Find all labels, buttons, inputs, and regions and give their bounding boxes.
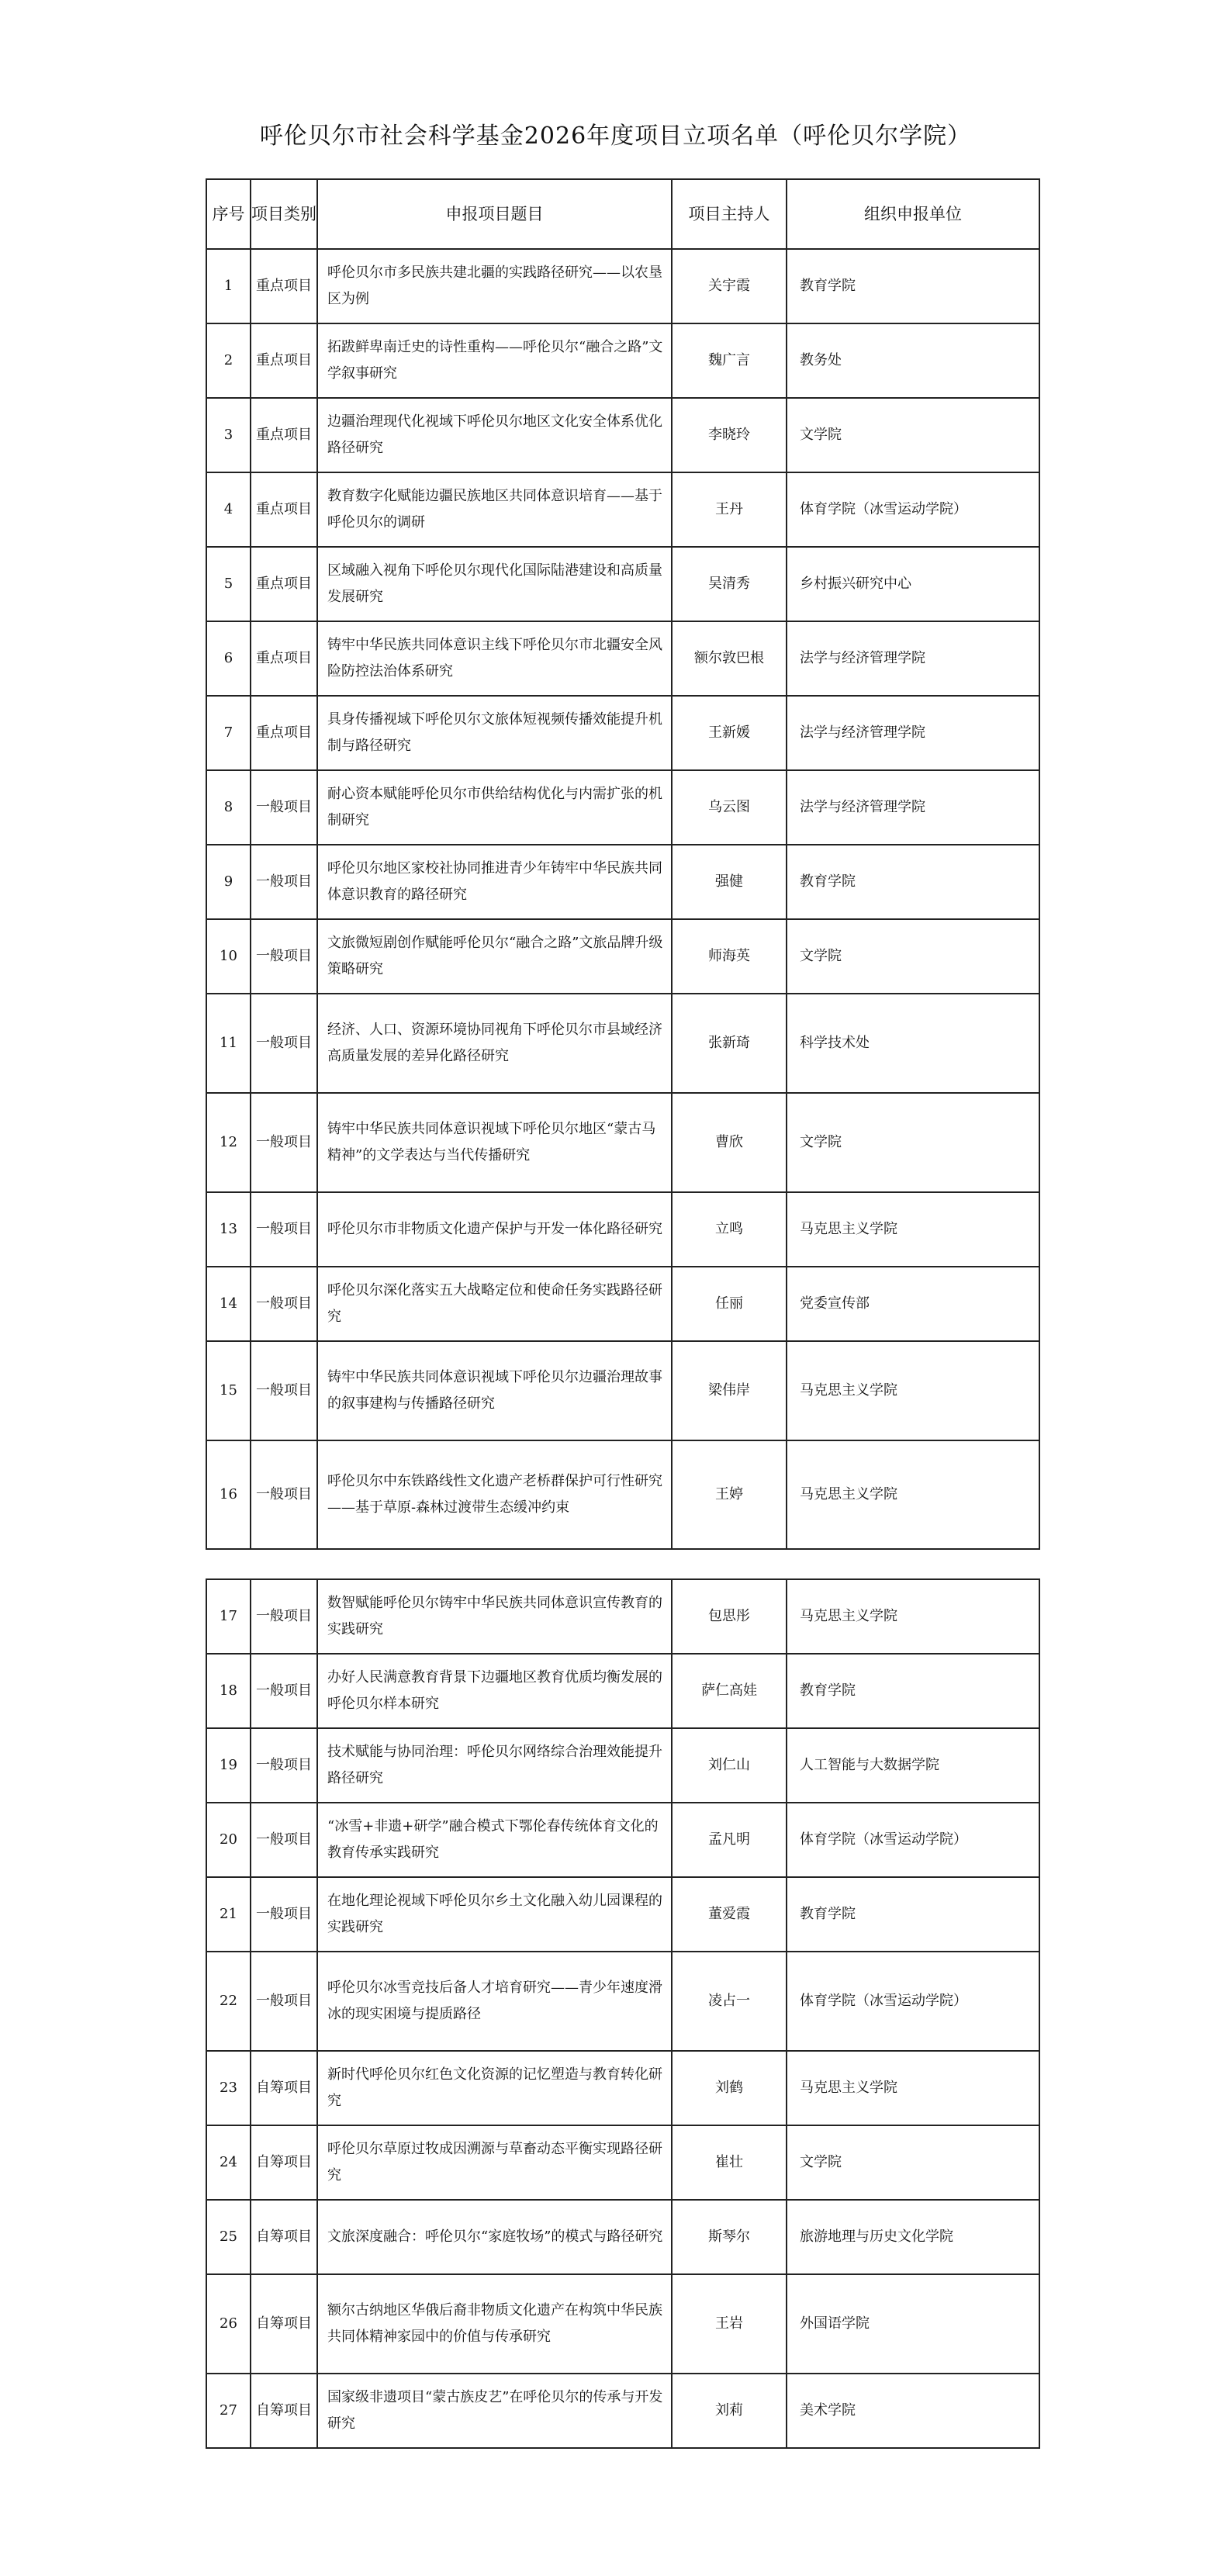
row-org: 马克思主义学院 (787, 1440, 1039, 1549)
row-host: 孟凡明 (672, 1803, 787, 1877)
row-org: 人工智能与大数据学院 (787, 1728, 1039, 1803)
project-table-part-2 (206, 1578, 1040, 2449)
row-type: 一般项目 (251, 770, 317, 845)
row-host: 强健 (672, 845, 787, 919)
header-host: 项目主持人 (672, 179, 787, 249)
table-row (206, 1192, 1039, 1267)
row-org: 美术学院 (787, 2374, 1039, 2448)
table-row (206, 398, 1039, 472)
row-seq: 6 (206, 621, 251, 696)
header-topic: 申报项目题目 (317, 179, 672, 249)
row-host: 梁伟岸 (672, 1341, 787, 1440)
table-row (206, 323, 1039, 398)
row-topic: 数智赋能呼伦贝尔铸牢中华民族共同体意识宣传教育的实践研究 (317, 1579, 672, 1654)
table-row (206, 1440, 1039, 1549)
row-host: 刘莉 (672, 2374, 787, 2448)
row-org: 文学院 (787, 398, 1039, 472)
row-type: 一般项目 (251, 1440, 317, 1549)
row-topic: 拓跋鲜卑南迁史的诗性重构——呼伦贝尔“融合之路”文学叙事研究 (317, 323, 672, 398)
row-topic: “冰雪+非遗+研学”融合模式下鄂伦春传统体育文化的教育传承实践研究 (317, 1803, 672, 1877)
row-type: 重点项目 (251, 249, 317, 323)
row-type: 自筹项目 (251, 2200, 317, 2274)
row-org: 体育学院（冰雪运动学院） (787, 472, 1039, 547)
row-seq: 15 (206, 1341, 251, 1440)
row-seq: 9 (206, 845, 251, 919)
row-host: 额尔敦巴根 (672, 621, 787, 696)
row-seq: 7 (206, 696, 251, 770)
row-host: 曹欣 (672, 1093, 787, 1192)
header-seq: 序号 (206, 179, 251, 249)
table-row (206, 1803, 1039, 1877)
row-type: 自筹项目 (251, 2051, 317, 2125)
row-org: 法学与经济管理学院 (787, 770, 1039, 845)
row-seq: 24 (206, 2125, 251, 2200)
row-org: 马克思主义学院 (787, 2051, 1039, 2125)
row-org: 体育学院（冰雪运动学院） (787, 1803, 1039, 1877)
table-row (206, 249, 1039, 323)
row-topic: 铸牢中华民族共同体意识主线下呼伦贝尔市北疆安全风险防控法治体系研究 (317, 621, 672, 696)
row-org: 法学与经济管理学院 (787, 621, 1039, 696)
row-seq: 2 (206, 323, 251, 398)
row-topic: 呼伦贝尔地区家校社协同推进青少年铸牢中华民族共同体意识教育的路径研究 (317, 845, 672, 919)
row-seq: 23 (206, 2051, 251, 2125)
row-org: 教务处 (787, 323, 1039, 398)
row-seq: 27 (206, 2374, 251, 2448)
table-row (206, 845, 1039, 919)
row-seq: 16 (206, 1440, 251, 1549)
table-row (206, 770, 1039, 845)
row-type: 重点项目 (251, 547, 317, 621)
row-type: 一般项目 (251, 1267, 317, 1341)
table-row (206, 2374, 1039, 2448)
row-type: 一般项目 (251, 1728, 317, 1803)
row-host: 吴清秀 (672, 547, 787, 621)
row-topic: 耐心资本赋能呼伦贝尔市供给结构优化与内需扩张的机制研究 (317, 770, 672, 845)
row-seq: 14 (206, 1267, 251, 1341)
row-host: 斯琴尔 (672, 2200, 787, 2274)
row-type: 自筹项目 (251, 2374, 317, 2448)
row-topic: 呼伦贝尔市多民族共建北疆的实践路径研究——以农垦区为例 (317, 249, 672, 323)
row-type: 重点项目 (251, 472, 317, 547)
row-host: 王婷 (672, 1440, 787, 1549)
row-org: 党委宣传部 (787, 1267, 1039, 1341)
table-row (206, 1267, 1039, 1341)
row-host: 萨仁高娃 (672, 1654, 787, 1728)
table-row (206, 621, 1039, 696)
row-topic: 铸牢中华民族共同体意识视域下呼伦贝尔地区“蒙古马精神”的文学表达与当代传播研究 (317, 1093, 672, 1192)
row-type: 一般项目 (251, 1654, 317, 1728)
row-type: 重点项目 (251, 696, 317, 770)
row-seq: 1 (206, 249, 251, 323)
row-org: 马克思主义学院 (787, 1579, 1039, 1654)
row-org: 马克思主义学院 (787, 1341, 1039, 1440)
table-row (206, 1877, 1039, 1952)
row-type: 一般项目 (251, 1579, 317, 1654)
table-row (206, 2125, 1039, 2200)
row-topic: 呼伦贝尔中东铁路线性文化遗产老桥群保护可行性研究——基于草原-森林过渡带生态缓冲约束 (317, 1440, 672, 1549)
table-row (206, 547, 1039, 621)
row-seq: 8 (206, 770, 251, 845)
header-type: 项目类别 (251, 179, 317, 249)
row-host: 崔壮 (672, 2125, 787, 2200)
row-seq: 17 (206, 1579, 251, 1654)
row-host: 王新媛 (672, 696, 787, 770)
row-org: 教育学院 (787, 845, 1039, 919)
row-topic: 呼伦贝尔草原过牧成因溯源与草畜动态平衡实现路径研究 (317, 2125, 672, 2200)
row-type: 一般项目 (251, 1952, 317, 2051)
row-type: 自筹项目 (251, 2274, 317, 2374)
row-topic: 铸牢中华民族共同体意识视域下呼伦贝尔边疆治理故事的叙事建构与传播路径研究 (317, 1341, 672, 1440)
table-row (206, 1952, 1039, 2051)
row-type: 一般项目 (251, 845, 317, 919)
row-seq: 19 (206, 1728, 251, 1803)
row-seq: 25 (206, 2200, 251, 2274)
row-host: 凌占一 (672, 1952, 787, 2051)
row-seq: 18 (206, 1654, 251, 1728)
row-seq: 13 (206, 1192, 251, 1267)
table-header-row (206, 179, 1039, 249)
row-type: 一般项目 (251, 919, 317, 994)
row-seq: 10 (206, 919, 251, 994)
row-topic: 具身传播视域下呼伦贝尔文旅体短视频传播效能提升机制与路径研究 (317, 696, 672, 770)
row-seq: 20 (206, 1803, 251, 1877)
row-org: 马克思主义学院 (787, 1192, 1039, 1267)
row-topic: 技术赋能与协同治理：呼伦贝尔网络综合治理效能提升路径研究 (317, 1728, 672, 1803)
table-row (206, 1093, 1039, 1192)
row-seq: 12 (206, 1093, 251, 1192)
row-topic: 在地化理论视域下呼伦贝尔乡土文化融入幼儿园课程的实践研究 (317, 1877, 672, 1952)
row-host: 师海英 (672, 919, 787, 994)
table-row (206, 696, 1039, 770)
row-topic: 呼伦贝尔市非物质文化遗产保护与开发一体化路径研究 (317, 1192, 672, 1267)
row-org: 科学技术处 (787, 994, 1039, 1093)
table-row (206, 472, 1039, 547)
row-org: 教育学院 (787, 1877, 1039, 1952)
row-topic: 文旅深度融合：呼伦贝尔“家庭牧场”的模式与路径研究 (317, 2200, 672, 2274)
row-org: 法学与经济管理学院 (787, 696, 1039, 770)
table-row (206, 1654, 1039, 1728)
row-seq: 22 (206, 1952, 251, 2051)
table-row (206, 2274, 1039, 2374)
row-org: 教育学院 (787, 1654, 1039, 1728)
row-type: 一般项目 (251, 1877, 317, 1952)
row-host: 刘仁山 (672, 1728, 787, 1803)
row-topic: 呼伦贝尔冰雪竞技后备人才培育研究——青少年速度滑冰的现实困境与提质路径 (317, 1952, 672, 2051)
row-seq: 5 (206, 547, 251, 621)
row-host: 王丹 (672, 472, 787, 547)
row-host: 刘鹤 (672, 2051, 787, 2125)
row-topic: 办好人民满意教育背景下边疆地区教育优质均衡发展的呼伦贝尔样本研究 (317, 1654, 672, 1728)
row-type: 自筹项目 (251, 2125, 317, 2200)
row-org: 旅游地理与历史文化学院 (787, 2200, 1039, 2274)
row-topic: 新时代呼伦贝尔红色文化资源的记忆塑造与教育转化研究 (317, 2051, 672, 2125)
row-host: 张新琦 (672, 994, 787, 1093)
row-host: 董爱霞 (672, 1877, 787, 1952)
row-type: 重点项目 (251, 323, 317, 398)
table-row (206, 2200, 1039, 2274)
row-topic: 教育数字化赋能边疆民族地区共同体意识培育——基于呼伦贝尔的调研 (317, 472, 672, 547)
row-topic: 区域融入视角下呼伦贝尔现代化国际陆港建设和高质量发展研究 (317, 547, 672, 621)
row-org: 体育学院（冰雪运动学院） (787, 1952, 1039, 2051)
table-row (206, 994, 1039, 1093)
row-host: 魏广言 (672, 323, 787, 398)
row-seq: 11 (206, 994, 251, 1093)
row-org: 外国语学院 (787, 2274, 1039, 2374)
row-type: 一般项目 (251, 1341, 317, 1440)
page-title: 呼伦贝尔市社会科学基金2026年度项目立项名单（呼伦贝尔学院） (259, 123, 972, 150)
table-row (206, 1579, 1039, 1654)
table-row (206, 2051, 1039, 2125)
row-host: 王岩 (672, 2274, 787, 2374)
row-topic: 边疆治理现代化视域下呼伦贝尔地区文化安全体系优化路径研究 (317, 398, 672, 472)
row-host: 任丽 (672, 1267, 787, 1341)
row-seq: 3 (206, 398, 251, 472)
row-type: 一般项目 (251, 1192, 317, 1267)
row-host: 立鸣 (672, 1192, 787, 1267)
row-topic: 国家级非遗项目“蒙古族皮艺”在呼伦贝尔的传承与开发研究 (317, 2374, 672, 2448)
header-org: 组织申报单位 (787, 179, 1039, 249)
row-type: 重点项目 (251, 621, 317, 696)
row-seq: 4 (206, 472, 251, 547)
row-org: 文学院 (787, 1093, 1039, 1192)
row-type: 一般项目 (251, 994, 317, 1093)
table-row (206, 1341, 1039, 1440)
row-topic: 经济、人口、资源环境协同视角下呼伦贝尔市县域经济高质量发展的差异化路径研究 (317, 994, 672, 1093)
row-type: 一般项目 (251, 1803, 317, 1877)
row-topic: 额尔古纳地区华俄后裔非物质文化遗产在构筑中华民族共同体精神家园中的价值与传承研究 (317, 2274, 672, 2374)
row-type: 重点项目 (251, 398, 317, 472)
row-org: 文学院 (787, 2125, 1039, 2200)
row-topic: 呼伦贝尔深化落实五大战略定位和使命任务实践路径研究 (317, 1267, 672, 1341)
row-type: 一般项目 (251, 1093, 317, 1192)
row-host: 乌云图 (672, 770, 787, 845)
row-seq: 21 (206, 1877, 251, 1952)
row-org: 文学院 (787, 919, 1039, 994)
project-table-part-1 (206, 178, 1040, 1550)
row-org: 教育学院 (787, 249, 1039, 323)
row-topic: 文旅微短剧创作赋能呼伦贝尔“融合之路”文旅品牌升级策略研究 (317, 919, 672, 994)
table-row (206, 919, 1039, 994)
row-host: 李晓玲 (672, 398, 787, 472)
row-seq: 26 (206, 2274, 251, 2374)
row-org: 乡村振兴研究中心 (787, 547, 1039, 621)
row-host: 包思彤 (672, 1579, 787, 1654)
row-host: 关宇霞 (672, 249, 787, 323)
table-row (206, 1728, 1039, 1803)
